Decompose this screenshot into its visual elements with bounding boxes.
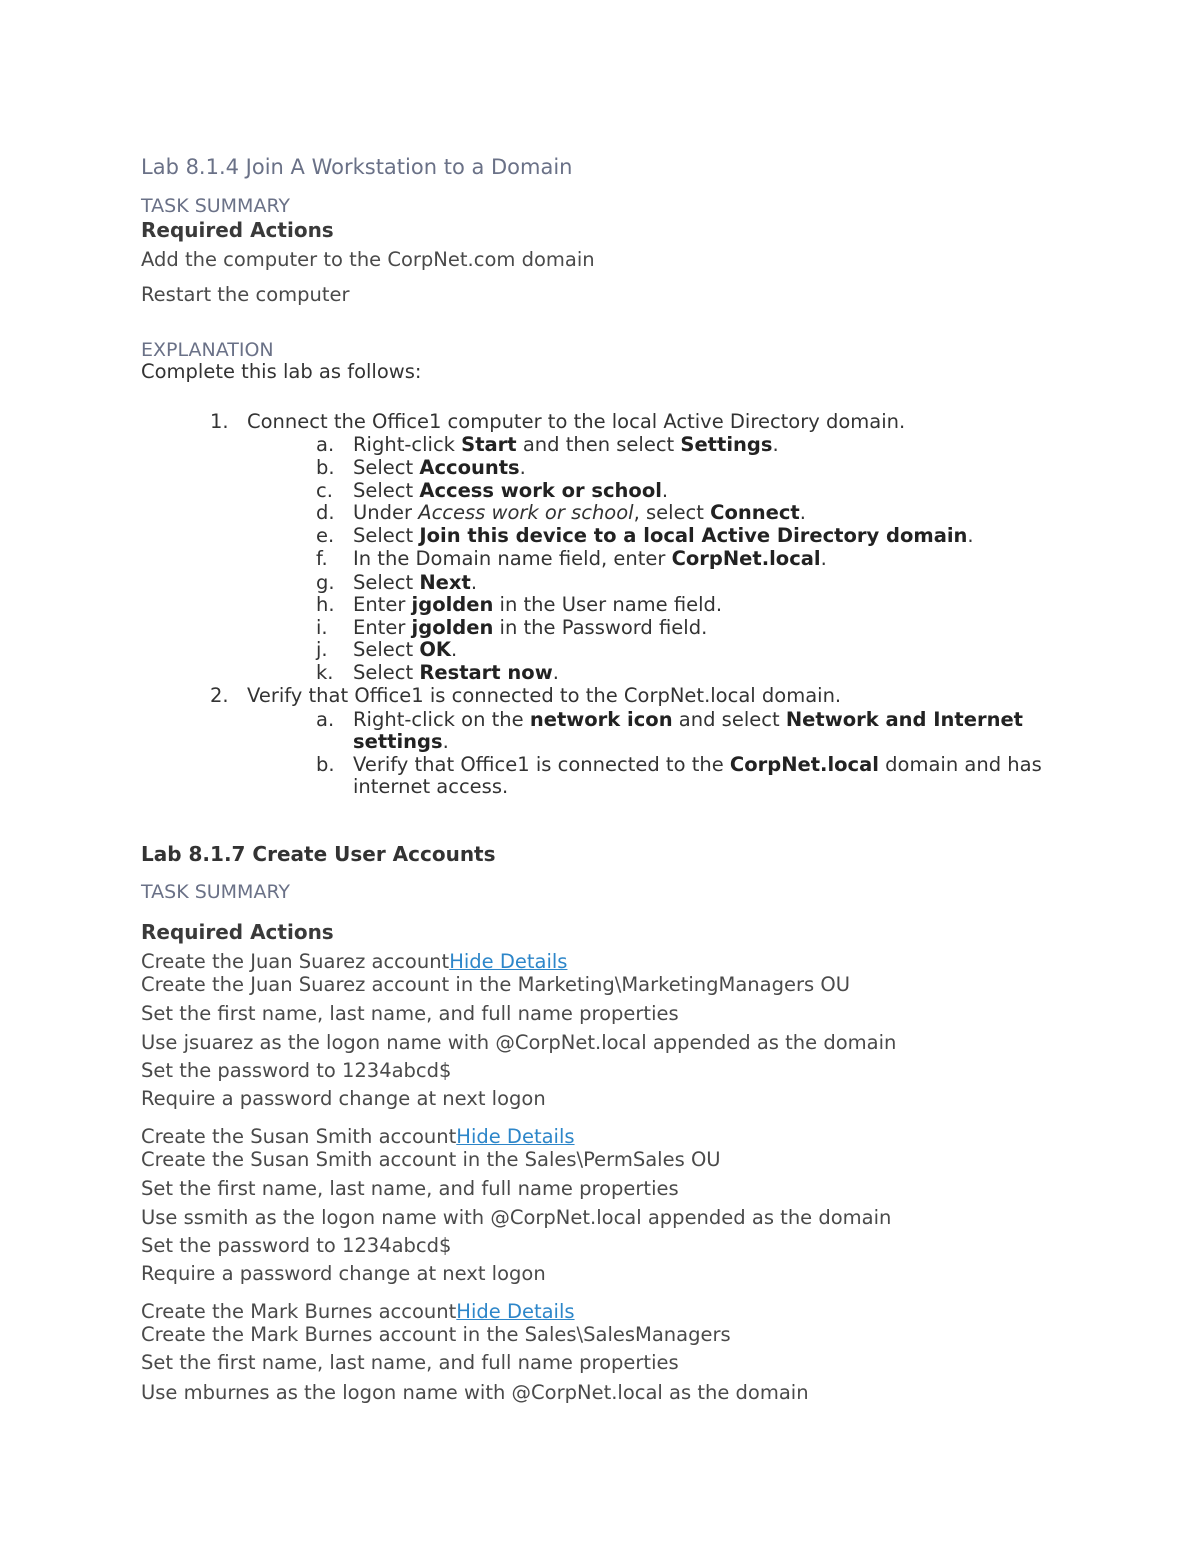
detail-line: Create the Susan Smith account in the Sales\PermSales OU xyxy=(141,1148,721,1171)
item-text: Verify that Office1 is connected to the CorpNet.local domain and has internet access. xyxy=(353,753,1042,798)
item-text: Enter jgolden in the Password field. xyxy=(353,616,708,639)
lab1-action-2: Restart the computer xyxy=(141,283,350,306)
list-item-step-1h xyxy=(0,594,1200,616)
detail-line: Use jsuarez as the logon name with @CorpNet.local appended as the domain xyxy=(141,1031,897,1054)
list-item-step-1b xyxy=(0,457,1200,479)
list-item-step-2b xyxy=(0,754,1200,799)
item-text: Select Next. xyxy=(353,571,478,594)
lab1-explanation: EXPLANATION xyxy=(141,339,274,361)
item-letter: b. xyxy=(316,456,335,479)
detail-line: Set the password to 1234abcd$ xyxy=(141,1234,452,1257)
hide-details-link[interactable]: Hide Details xyxy=(456,1125,575,1148)
item-letter: i. xyxy=(316,616,328,639)
list-item-step-1c xyxy=(0,480,1200,502)
detail-line: Use mburnes as the logon name with @CorpNet.local as the domain xyxy=(141,1381,809,1404)
item-letter: a. xyxy=(316,708,335,731)
account-heading-susan-smith: Create the Susan Smith accountHide Details xyxy=(141,1125,575,1148)
detail-line: Set the first name, last name, and full name properties xyxy=(141,1351,679,1374)
step-number: 1. xyxy=(210,410,229,433)
item-text: Enter jgolden in the User name field. xyxy=(353,593,723,616)
item-letter: c. xyxy=(316,479,333,502)
item-text: Right-click on the network icon and select Network and Internet settings. xyxy=(353,708,1023,753)
item-letter: g. xyxy=(316,571,335,594)
hide-details-link[interactable]: Hide Details xyxy=(456,1300,575,1323)
item-letter: j. xyxy=(316,638,328,661)
lab1-intro: Complete this lab as follows: xyxy=(141,360,422,383)
item-text: Right-click Start and then select Settings. xyxy=(353,433,779,456)
item-text: Under Access work or school, select Connect. xyxy=(353,501,806,524)
detail-line: Require a password change at next logon xyxy=(141,1087,546,1110)
step-text: Connect the Office1 computer to the local Active Directory domain. xyxy=(247,410,906,433)
list-item-step-1j xyxy=(0,639,1200,661)
detail-line: Require a password change at next logon xyxy=(141,1262,546,1285)
detail-line: Create the Mark Burnes account in the Sales\SalesManagers xyxy=(141,1323,731,1346)
item-letter: b. xyxy=(316,753,335,776)
item-letter: a. xyxy=(316,433,335,456)
account-heading-juan-suarez: Create the Juan Suarez accountHide Details xyxy=(141,950,568,973)
list-item-step-1i xyxy=(0,617,1200,639)
list-item-step-2 xyxy=(0,685,1200,707)
item-text: Select Join this device to a local Active Directory domain. xyxy=(353,524,974,547)
step-text: Verify that Office1 is connected to the CorpNet.local domain. xyxy=(247,684,842,707)
list-item-step-1e xyxy=(0,525,1200,547)
detail-line: Set the password to 1234abcd$ xyxy=(141,1059,452,1082)
account-heading-mark-burnes: Create the Mark Burnes accountHide Details xyxy=(141,1300,575,1323)
list-item-step-2a xyxy=(0,709,1200,754)
item-text: Select Restart now. xyxy=(353,661,559,684)
item-letter: h. xyxy=(316,593,335,616)
detail-line: Use ssmith as the logon name with @CorpNet.local appended as the domain xyxy=(141,1206,892,1229)
item-text: Select Accounts. xyxy=(353,456,526,479)
item-text: In the Domain name field, enter CorpNet.local. xyxy=(353,547,827,570)
lab1-required-actions: Required Actions xyxy=(141,218,334,242)
list-item-step-1g xyxy=(0,572,1200,594)
list-item-step-1d xyxy=(0,502,1200,524)
lab1-task-summary: TASK SUMMARY xyxy=(141,195,291,217)
detail-line: Set the first name, last name, and full name properties xyxy=(141,1002,679,1025)
step-number: 2. xyxy=(210,684,229,707)
detail-line: Create the Juan Suarez account in the Marketing\MarketingManagers OU xyxy=(141,973,850,996)
item-letter: d. xyxy=(316,501,335,524)
list-item-step-1k xyxy=(0,662,1200,684)
list-item-step-1a xyxy=(0,434,1200,456)
lab2-required-actions: Required Actions xyxy=(141,920,334,944)
item-letter: f. xyxy=(316,547,328,570)
lab1-title: Lab 8.1.4 Join A Workstation to a Domain xyxy=(141,155,573,179)
hide-details-link[interactable]: Hide Details xyxy=(449,950,568,973)
list-item-step-1f xyxy=(0,548,1200,570)
list-item-step-1 xyxy=(0,411,1200,433)
lab1-action-1: Add the computer to the CorpNet.com domain xyxy=(141,248,595,271)
detail-line: Set the first name, last name, and full name properties xyxy=(141,1177,679,1200)
item-text: Select OK. xyxy=(353,638,458,661)
item-text: Select Access work or school. xyxy=(353,479,669,502)
lab2-title: Lab 8.1.7 Create User Accounts xyxy=(141,842,496,866)
item-letter: k. xyxy=(316,661,334,684)
lab2-task-summary: TASK SUMMARY xyxy=(141,881,291,903)
item-letter: e. xyxy=(316,524,335,547)
